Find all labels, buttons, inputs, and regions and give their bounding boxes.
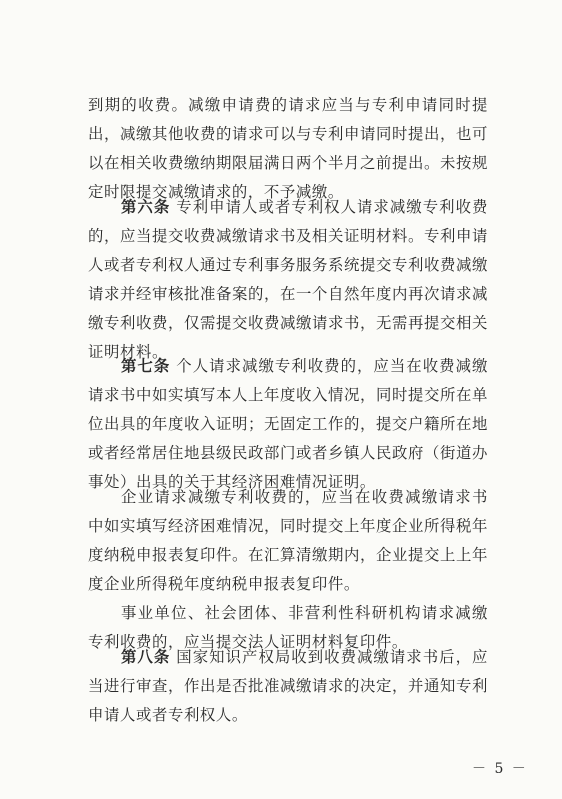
paragraph-text: 事业单位、社会团体、非营利性科研机构请求减缴专利收费的，应当提交法人证明材料复印件。: [88, 604, 488, 651]
page-number: － 5 －: [472, 761, 528, 777]
article-7-paragraph: [88, 352, 488, 497]
article-heading: 第六条: [121, 198, 171, 216]
article-heading: 第八条: [121, 648, 171, 666]
article-heading: 第七条: [121, 357, 171, 375]
paragraph-text: 个人请求减缴专利收费的，应当在收费减缴请求书中如实填写本人上年度收入情况，同时提交所在单位出具的年度收入证明；无固定工作的，提交户籍所在地或者经常居住地县级民政部门或者乡镇人民政府（街道办事处）出具的关于其经济困难情况证明。: [88, 357, 488, 491]
article-8-paragraph: [88, 643, 488, 730]
paragraph-text: 企业请求减缴专利收费的，应当在收费减缴请求书中如实填写经济困难情况，同时提交上年度企业所得税年度纳税申报表复印件。在汇算清缴期内，企业提交上上年度企业所得税年度纳税申报表复印件。: [88, 488, 488, 593]
paragraph-text: 专利申请人或者专利权人请求减缴专利收费的，应当提交收费减缴请求书及相关证明材料。专利申请人或者专利权人通过专利事务服务系统提交专利收费减缴请求并经审核批准备案的，在一个自然年度内再次请求减缴专利收费，仅需提交收费减缴请求书，无需再提交相关证明材料。: [88, 198, 488, 361]
paragraph-continuation: [88, 91, 488, 207]
article-6-paragraph: [88, 193, 488, 367]
paragraph-text: 到期的收费。减缴申请费的请求应当与专利申请同时提出，减缴其他收费的请求可以与专利申请同时提出，也可以在相关收费缴纳期限届满日两个半月之前提出。未按规定时限提交减缴请求的，不予减缴。: [88, 96, 488, 201]
paragraph-text: 国家知识产权局收到收费减缴请求书后，应当进行审查，作出是否批准减缴请求的决定，并通知专利申请人或者专利权人。: [88, 648, 488, 724]
enterprise-paragraph: [88, 483, 488, 599]
